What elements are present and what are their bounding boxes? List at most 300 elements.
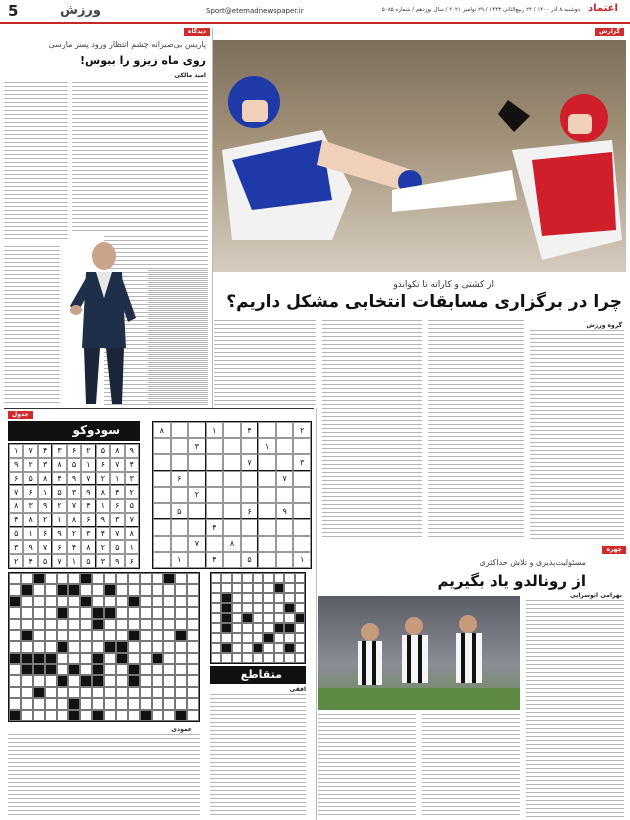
crossword-cell xyxy=(116,687,128,698)
sudoku-solution-cell: ۷ xyxy=(110,527,124,541)
crossword-cell xyxy=(140,664,152,675)
crossword-cell xyxy=(116,710,128,721)
crossword-cell xyxy=(21,653,33,664)
crossword-cell xyxy=(221,593,231,603)
crossword-cell xyxy=(68,619,80,630)
crossword-cell xyxy=(104,698,116,709)
crossword-cell xyxy=(45,664,57,675)
crossword-cell xyxy=(45,630,57,641)
sudoku-puzzle-cell xyxy=(206,438,224,454)
crossword-cell xyxy=(163,596,175,607)
crossword-cell xyxy=(152,675,164,686)
sudoku-puzzle-cell xyxy=(153,519,171,535)
sudoku-puzzle-cell xyxy=(258,454,276,470)
crossword-cell xyxy=(68,653,80,664)
vertical-clues xyxy=(8,734,200,818)
crossword-cell xyxy=(9,607,21,618)
crossword-cell xyxy=(232,633,242,643)
crossword-cell xyxy=(284,653,294,663)
sudoku-solution-cell: ۴ xyxy=(81,499,95,513)
crossword-cell xyxy=(104,687,116,698)
crossword-cell xyxy=(80,619,92,630)
sudoku-title: سودوکو xyxy=(72,423,120,437)
crossword-cell xyxy=(187,596,199,607)
vertical-clues-label: عمودی xyxy=(171,726,192,733)
crossword-cell xyxy=(232,613,242,623)
sudoku-solution-cell: ۹ xyxy=(81,485,95,499)
crossword-cell xyxy=(175,664,187,675)
sudoku-puzzle-cell xyxy=(258,536,276,552)
crossword-cell xyxy=(175,573,187,584)
sudoku-puzzle-cell xyxy=(153,536,171,552)
newspaper-logo: اعتماد xyxy=(588,3,618,14)
sudoku-puzzle-cell xyxy=(276,519,294,535)
sudoku-solution-cell: ۴ xyxy=(23,554,37,568)
crossword-cell xyxy=(45,653,57,664)
crossword-cell xyxy=(104,619,116,630)
crossword-cell xyxy=(221,643,231,653)
crossword-cell xyxy=(284,613,294,623)
crossword-cell xyxy=(104,573,116,584)
sudoku-puzzle-grid xyxy=(152,421,312,569)
crossword-cell xyxy=(9,687,21,698)
sudoku-puzzle-cell xyxy=(153,552,171,568)
opinion-text-bottom-left xyxy=(4,246,60,406)
sudoku-solution-cell: ۱ xyxy=(52,513,66,527)
crossword-cell xyxy=(9,641,21,652)
crossword-cell xyxy=(187,630,199,641)
crossword-cell xyxy=(128,675,140,686)
crossword-cell xyxy=(140,619,152,630)
second-story-col-left xyxy=(318,714,416,818)
crossword-cell xyxy=(80,653,92,664)
crossword-cell xyxy=(68,664,80,675)
crossword-cell xyxy=(33,641,45,652)
sudoku-puzzle-cell xyxy=(206,487,224,503)
sudoku-puzzle-cell xyxy=(153,503,171,519)
sudoku-solution-cell: ۶ xyxy=(9,472,23,486)
crossword-cell xyxy=(274,603,284,613)
sudoku-puzzle-cell xyxy=(276,536,294,552)
sudoku-solution-cell: ۳ xyxy=(125,472,139,486)
crossword-cell xyxy=(221,603,231,613)
horizontal-clues-label: افقی xyxy=(289,686,306,693)
crossword-cell xyxy=(80,607,92,618)
second-story-author: بهرامی ابوسرایی xyxy=(570,592,622,599)
crossword-cell xyxy=(33,698,45,709)
sudoku-solution-cell: ۲ xyxy=(23,458,37,472)
crossword-cell xyxy=(152,641,164,652)
crossword-cell xyxy=(57,607,69,618)
sudoku-puzzle-cell: ۳ xyxy=(188,438,206,454)
sudoku-puzzle-cell xyxy=(258,471,276,487)
page-number: 5 xyxy=(8,2,19,20)
crossword-cell xyxy=(163,607,175,618)
crossword-cell xyxy=(152,653,164,664)
sudoku-solution-cell: ۲ xyxy=(96,472,110,486)
main-photo xyxy=(212,40,626,272)
sudoku-solution-cell: ۵ xyxy=(52,485,66,499)
sudoku-puzzle-cell xyxy=(258,552,276,568)
sudoku-solution-cell: ۱ xyxy=(125,540,139,554)
crossword-cell xyxy=(152,710,164,721)
crossword-cell xyxy=(92,619,104,630)
crossword-cell xyxy=(45,584,57,595)
puzzle-tag: جدول xyxy=(8,411,33,419)
crossword-cell xyxy=(140,710,152,721)
sudoku-puzzle-cell xyxy=(241,438,259,454)
crossword-cell xyxy=(175,698,187,709)
crossword-cell xyxy=(221,653,231,663)
sudoku-solution-cell: ۸ xyxy=(125,527,139,541)
crossword-cell xyxy=(9,698,21,709)
crossword-cell xyxy=(263,613,273,623)
crossword-cell xyxy=(92,630,104,641)
crossword-cell xyxy=(80,630,92,641)
sudoku-puzzle-cell: ۶ xyxy=(171,471,189,487)
sudoku-solution-cell: ۱ xyxy=(110,472,124,486)
crossword-cell xyxy=(211,603,221,613)
crossword-cell xyxy=(128,664,140,675)
sudoku-puzzle-cell xyxy=(241,487,259,503)
crossword-cell xyxy=(263,583,273,593)
sudoku-puzzle-cell xyxy=(276,454,294,470)
crossword-cell xyxy=(116,619,128,630)
crossword-cell xyxy=(253,623,263,633)
crossword-cell xyxy=(57,710,69,721)
sudoku-puzzle-cell: ۸ xyxy=(223,536,241,552)
sudoku-solution-cell: ۶ xyxy=(81,513,95,527)
crossword-cell xyxy=(92,653,104,664)
sudoku-puzzle-cell xyxy=(206,454,224,470)
sudoku-solution-cell: ۶ xyxy=(38,527,52,541)
crossword-cell xyxy=(175,584,187,595)
sudoku-puzzle-cell xyxy=(188,422,206,438)
sudoku-solution-cell: ۳ xyxy=(9,540,23,554)
sudoku-puzzle-cell xyxy=(258,503,276,519)
crossword-cell xyxy=(104,607,116,618)
sudoku-solution-cell: ۸ xyxy=(9,499,23,513)
crossword-cell xyxy=(21,584,33,595)
crossword-cell xyxy=(242,623,252,633)
crossword-cell xyxy=(9,653,21,664)
crossword-cell xyxy=(104,675,116,686)
sudoku-title-bar xyxy=(8,421,140,441)
crossword-cell xyxy=(242,593,252,603)
crossword-cell xyxy=(163,653,175,664)
crossword-cell xyxy=(128,619,140,630)
crossword-cell xyxy=(211,633,221,643)
crossword-cell xyxy=(232,623,242,633)
crossword-cell xyxy=(221,613,231,623)
sudoku-puzzle-cell xyxy=(293,503,311,519)
crossword-cell xyxy=(187,607,199,618)
crossword-cell xyxy=(104,664,116,675)
crossword-cell xyxy=(33,573,45,584)
sudoku-solution-cell: ۳ xyxy=(38,458,52,472)
crossword-cell xyxy=(175,710,187,721)
crossword-cell xyxy=(128,710,140,721)
crossword-cell xyxy=(263,643,273,653)
sudoku-solution-cell: ۳ xyxy=(81,527,95,541)
sudoku-solution-cell: ۶ xyxy=(125,554,139,568)
crossword-cell xyxy=(253,603,263,613)
sudoku-puzzle-cell xyxy=(153,487,171,503)
sudoku-puzzle-cell xyxy=(276,422,294,438)
section-email[interactable]: Sport@etemadnewspaper.ir xyxy=(206,7,304,15)
crossword-cell xyxy=(45,698,57,709)
crossword-cell xyxy=(45,619,57,630)
crossword-cell xyxy=(116,584,128,595)
horizontal-clues xyxy=(210,694,306,818)
crossword-cell xyxy=(263,603,273,613)
sudoku-solution-cell: ۱ xyxy=(81,458,95,472)
opinion-author: امید مالکی xyxy=(174,72,206,79)
crossword-cell xyxy=(163,641,175,652)
sudoku-puzzle-cell xyxy=(188,552,206,568)
sudoku-solution-cell: ۱ xyxy=(67,554,81,568)
crossword-cell xyxy=(9,664,21,675)
sudoku-solution-cell: ۴ xyxy=(96,527,110,541)
sudoku-solution-cell: ۵ xyxy=(81,554,95,568)
sudoku-puzzle-cell xyxy=(258,519,276,535)
crossword-cell xyxy=(163,619,175,630)
crossword-cell xyxy=(152,619,164,630)
crossword-cell xyxy=(45,607,57,618)
crossword-cell xyxy=(295,613,305,623)
sudoku-solution-cell: ۶ xyxy=(110,499,124,513)
crossword-cell xyxy=(187,710,199,721)
crossword-cell xyxy=(57,653,69,664)
sudoku-puzzle-cell xyxy=(188,503,206,519)
sudoku-puzzle-cell: ۵ xyxy=(171,503,189,519)
crossword-cell xyxy=(295,593,305,603)
crossword-cell xyxy=(175,653,187,664)
crossword-cell xyxy=(295,653,305,663)
sudoku-solution-cell: ۳ xyxy=(96,554,110,568)
crossword-cell xyxy=(140,687,152,698)
crossword-cell xyxy=(163,675,175,686)
sudoku-solution-cell: ۹ xyxy=(110,554,124,568)
crossword-cell xyxy=(21,675,33,686)
sudoku-puzzle-cell xyxy=(276,487,294,503)
sudoku-solution-cell: ۶ xyxy=(96,458,110,472)
sudoku-puzzle-cell xyxy=(223,552,241,568)
crossword-cell xyxy=(68,607,80,618)
crossword-cell xyxy=(80,675,92,686)
crossword-cell xyxy=(284,583,294,593)
sudoku-solution-cell: ۹ xyxy=(23,540,37,554)
crossword-cell xyxy=(295,583,305,593)
opinion-text-col-left xyxy=(4,82,68,242)
sudoku-puzzle-cell xyxy=(171,454,189,470)
crossword-cell xyxy=(92,675,104,686)
sudoku-puzzle-cell xyxy=(171,519,189,535)
sudoku-solution-cell: ۹ xyxy=(38,499,52,513)
sudoku-solution-cell: ۲ xyxy=(96,540,110,554)
crossword-cell xyxy=(45,675,57,686)
crossword-cell xyxy=(284,573,294,583)
sudoku-puzzle-cell: ۲ xyxy=(188,487,206,503)
sudoku-solution-cell: ۳ xyxy=(110,513,124,527)
main-story-col-4 xyxy=(214,320,316,408)
crossword-cell xyxy=(33,710,45,721)
crossword-cell xyxy=(242,643,252,653)
crossword-cell xyxy=(253,643,263,653)
crossword-cell xyxy=(9,710,21,721)
crossword-cell xyxy=(253,613,263,623)
crossword-cell xyxy=(263,593,273,603)
crossword-cell xyxy=(140,573,152,584)
crossword-cell xyxy=(295,603,305,613)
crossword-cell xyxy=(175,687,187,698)
sudoku-solution-cell: ۲ xyxy=(125,485,139,499)
sudoku-solution-cell: ۴ xyxy=(52,472,66,486)
crossword-cell xyxy=(104,641,116,652)
sudoku-puzzle-cell xyxy=(223,471,241,487)
crossword-cell xyxy=(232,653,242,663)
crossword-cell xyxy=(68,710,80,721)
sudoku-puzzle-cell xyxy=(223,422,241,438)
crossword-cell xyxy=(242,613,252,623)
sudoku-solution-cell: ۲ xyxy=(81,444,95,458)
sudoku-solution-cell: ۹ xyxy=(125,444,139,458)
crossword-cell xyxy=(284,623,294,633)
sudoku-puzzle-cell: ۳ xyxy=(293,454,311,470)
crossword-cell xyxy=(33,607,45,618)
sudoku-solution-cell: ۷ xyxy=(67,499,81,513)
crossword-cell xyxy=(21,607,33,618)
crossword-cell xyxy=(284,593,294,603)
crossword-cell xyxy=(163,698,175,709)
sudoku-puzzle-cell xyxy=(206,503,224,519)
crossword-cell xyxy=(9,675,21,686)
crossword-cell xyxy=(68,596,80,607)
crossword-mini-grid xyxy=(210,572,306,664)
crossword-cell xyxy=(221,623,231,633)
crossword-cell xyxy=(175,641,187,652)
sudoku-solution-cell: ۱ xyxy=(96,499,110,513)
crossword-cell xyxy=(33,619,45,630)
opinion-tag: دیدگاه xyxy=(184,28,210,36)
sudoku-solution-cell: ۲ xyxy=(9,554,23,568)
sudoku-solution-cell: ۶ xyxy=(23,485,37,499)
sudoku-puzzle-cell xyxy=(223,503,241,519)
main-story-col-5 xyxy=(148,270,208,404)
crossword-cell xyxy=(128,698,140,709)
crossword-cell xyxy=(57,596,69,607)
crossword-cell xyxy=(211,573,221,583)
sudoku-solution-cell: ۴ xyxy=(125,458,139,472)
crossword-cell xyxy=(187,698,199,709)
crossword-cell xyxy=(242,573,252,583)
crossword-cell xyxy=(21,619,33,630)
sudoku-puzzle-cell: ۷ xyxy=(241,454,259,470)
sudoku-solution-cell: ۴ xyxy=(9,513,23,527)
main-story-byline: گروه ورزش xyxy=(586,322,622,329)
crossword-cell xyxy=(163,573,175,584)
crossword-cell xyxy=(104,630,116,641)
crossword-cell xyxy=(128,584,140,595)
sudoku-solution-cell: ۵ xyxy=(110,540,124,554)
opinion-text-col-right xyxy=(72,82,208,232)
crossword-cell xyxy=(274,613,284,623)
crossword-cell xyxy=(152,596,164,607)
crossword-cell xyxy=(104,710,116,721)
crossword-cell xyxy=(80,584,92,595)
crossword-cell xyxy=(211,623,221,633)
crossword-cell xyxy=(57,619,69,630)
sudoku-puzzle-cell xyxy=(241,519,259,535)
sudoku-puzzle-cell xyxy=(223,487,241,503)
crossword-cell xyxy=(295,623,305,633)
crossword-cell xyxy=(116,630,128,641)
crossword-cell xyxy=(187,664,199,675)
crossword-cell xyxy=(253,573,263,583)
crossword-cell xyxy=(163,710,175,721)
crossword-cell xyxy=(33,675,45,686)
crossword-cell xyxy=(187,641,199,652)
crossword-cell xyxy=(80,596,92,607)
sudoku-puzzle-cell xyxy=(153,454,171,470)
sudoku-puzzle-cell: ۷ xyxy=(276,471,294,487)
crossword-cell xyxy=(295,633,305,643)
sudoku-puzzle-cell xyxy=(171,438,189,454)
crossword-cell xyxy=(9,573,21,584)
opinion-kicker: پاریس بی‌صبرانه چشم انتظار ورود پسر مارسی xyxy=(48,40,206,49)
crossword-cell xyxy=(253,583,263,593)
sudoku-puzzle-cell xyxy=(241,536,259,552)
crossword-cell xyxy=(57,698,69,709)
crossword-cell xyxy=(163,687,175,698)
sudoku-puzzle-cell xyxy=(223,438,241,454)
sudoku-puzzle-cell xyxy=(188,454,206,470)
crossword-cell xyxy=(263,623,273,633)
crossword-cell xyxy=(140,630,152,641)
crossword-cell xyxy=(57,641,69,652)
crossword-cell xyxy=(21,698,33,709)
crossword-cell xyxy=(211,583,221,593)
sudoku-puzzle-cell xyxy=(188,519,206,535)
sudoku-puzzle-cell xyxy=(153,438,171,454)
sudoku-puzzle-cell xyxy=(188,471,206,487)
crossword-cell xyxy=(140,653,152,664)
crossword-cell xyxy=(152,607,164,618)
section-name: ورزش xyxy=(60,3,101,18)
crossword-cell xyxy=(187,675,199,686)
sudoku-puzzle-cell xyxy=(206,536,224,552)
crossword-cell xyxy=(163,630,175,641)
crossword-cell xyxy=(80,664,92,675)
sudoku-puzzle-cell: ۶ xyxy=(241,503,259,519)
crossword-cell xyxy=(92,596,104,607)
crossword-cell xyxy=(92,710,104,721)
crossword-cell xyxy=(128,607,140,618)
crossword-grid xyxy=(8,572,200,722)
sudoku-puzzle-cell: ۷ xyxy=(188,536,206,552)
crossword-cell xyxy=(284,603,294,613)
crossword-cell xyxy=(57,664,69,675)
sudoku-puzzle-cell xyxy=(206,471,224,487)
sudoku-puzzle-cell xyxy=(171,536,189,552)
crossword-cell xyxy=(80,710,92,721)
sudoku-solution-cell: ۸ xyxy=(52,458,66,472)
sudoku-puzzle-cell: ۴ xyxy=(241,422,259,438)
main-story-col-2 xyxy=(428,320,524,540)
crossword-cell xyxy=(221,633,231,643)
sudoku-puzzle-cell: ۱ xyxy=(293,552,311,568)
sudoku-solution-cell: ۵ xyxy=(38,554,52,568)
